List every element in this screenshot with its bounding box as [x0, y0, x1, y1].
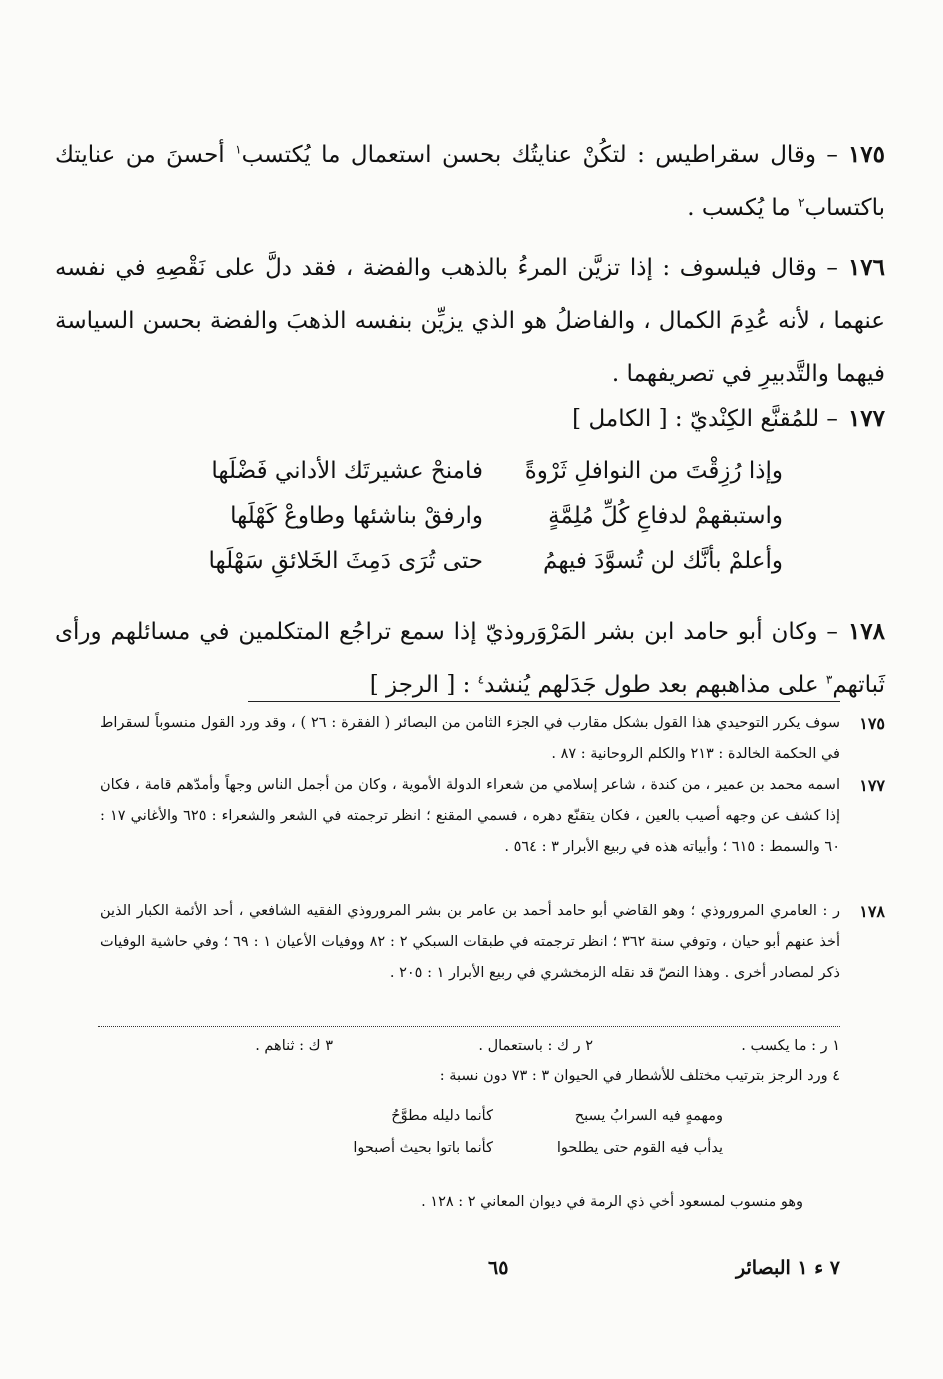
verse-line [163, 503, 783, 545]
paragraph-number: ١٧٦ [847, 254, 885, 281]
verse-first-hemistich: واستبقهمْ لدفاعِ كُلِّ مُلِمَّةٍ [548, 503, 783, 529]
paragraph-text: ما يُكسب . [687, 195, 799, 221]
paragraph-text: – وقال فيلسوف : إذا تزيَّن المرءُ بالذهب والفضة ، فقد دلَّ على نَقْصِهِ في نفسه عنهما ، لأنه عُدِمَ الكمال ، والفاضلُ هو الذي يزيِّن بنفسه الذهبَ والفضة بحسن السياسة فيهما والتَّدبيرِ في تصريفهما . [55, 255, 885, 387]
rajaz-hemistich: كأنما دليله مطوَّحُ [391, 1108, 493, 1124]
verse-second-hemistich: حتى تُرَى دَمِثَ الخَلائقِ سَهْلَها [208, 548, 483, 574]
closing-note: وهو منسوب لمسعود أخي ذي الرمة في ديوان المعاني ٢ : ١٢٨ . [421, 1194, 803, 1210]
paragraph-number: ١٧٨ [847, 618, 885, 645]
footnote-marker: ٣ [825, 672, 833, 687]
variant-note-4: ٤ ورد الرجز بترتيب مختلف للأشطار في الحيوان ٣ : ٧٣ دون نسبة : [439, 1068, 840, 1084]
variant-note: ٣ ك : ثناهم . [255, 1038, 333, 1054]
verse-second-hemistich: فامنحْ عشيرتَك الأداني فَضْلَها [211, 458, 483, 484]
signature-mark: ٧ ء ١ البصائر [735, 1257, 840, 1279]
verse-line [163, 458, 783, 500]
rajaz-hemistich: ومهمهٍ فيه السرابُ يسبح [574, 1108, 723, 1124]
paragraph-176 [55, 241, 885, 401]
note-175 [100, 708, 885, 770]
variants-separator [98, 1026, 840, 1027]
variant-note: ١ ر : ما يكسب . [741, 1038, 840, 1054]
footnote-marker: ١ [235, 142, 242, 157]
paragraph-number: ١٧٥ [847, 141, 885, 168]
note-177 [100, 770, 885, 863]
verse-line [163, 548, 783, 590]
paragraph-text: – وكان أبو حامد ابن بشر المَرْوَروذيّ إذا سمع تراجُع المتكلمين في مسائلهم ورأى ثَباتهم [55, 619, 885, 698]
paragraph-text: أحسنَ من عنايتك باكتساب [55, 142, 885, 221]
variant-note: ٢ ر ك : باستعمال . [478, 1038, 593, 1054]
note-number: ١٧٨ [859, 902, 885, 921]
verse-first-hemistich: وإذا رُزِقْتَ من النوافلِ ثَرْوةً [524, 458, 783, 484]
note-text: ر : العامري المروروذي ؛ وهو القاضي أبو حامد أحمد بن عامر بن بشر المروروذي الفقيه الشافعي ، أحد الأئمة الكبار الذين أخذ عنهم أبو حيان ، وتوفي سنة ٣٦٢ ؛ انظر ترجمته في طبقات السبكي ٢ : ٨٢ ووفيات الأعيان ١ : ٦٩ ؛ وفي حاشية الوفيات ذكر لمصادر أخرى . وهذا النصّ قد نقله الزمخشري في ربيع الأبرار ١ : ٢٠٥ . [100, 903, 840, 981]
note-text: اسمه محمد بن عمير ، من كندة ، شاعر إسلامي من شعراء الدولة الأموية ، وكان من أجمل الناس وجهاً وأمدّهم قامة ، فكان إذا كشف عن وجهه أصيب بالعين ، فكان يتقنّع دهره ، فسمي المقنع ؛ انظر ترجمته في الشعر والشعراء : ٦٢٥ والأغاني ١٧ : ٦٠ والسمط : ٦١٥ ؛ وأبياته هذه في ربيع الأبرار ٣ : ٥٦٤ . [100, 777, 840, 855]
footnote-marker: ٤ [477, 672, 485, 687]
verse-second-hemistich: وارفقْ بناشئها وطاوعْ كَهْلَها [230, 503, 483, 529]
paragraph-number: ١٧٧ [847, 405, 885, 432]
paragraph-text: – وقال سقراطيس : لتكُنْ عنايتُك بحسن استعمال ما يُكتسب [241, 142, 838, 168]
paragraph-178 [55, 605, 885, 712]
footnote-marker: ٢ [798, 195, 805, 210]
note-number: ١٧٧ [859, 776, 885, 795]
note-178 [100, 896, 885, 989]
paragraph-177 [55, 392, 885, 446]
paragraph-text: على مذاهبهم بعد طول جَدَلهم يُنشد [484, 672, 826, 698]
paragraph-175 [55, 128, 885, 235]
note-text: سوف يكرر التوحيدي هذا القول بشكل مقارب في الجزء الثامن من البصائر ( الفقرة : ٢٦ ) ، وقد ورد القول منسوباً لسقراط في الحكمة الخالدة : ٢١٣ والكلم الروحانية : ٨٧ . [100, 715, 840, 762]
verse-first-hemistich: وأعلمْ بأنَّك لن تُسوَّدَ فيهمُ [543, 548, 783, 574]
paragraph-text: – للمُقنَّع الكِنْديّ : [ الكامل ] [572, 406, 838, 432]
rajaz-hemistich: كأنما باتوا بحيث أصبحوا [353, 1140, 493, 1156]
footnote-separator [248, 701, 840, 702]
paragraph-text: : [ الرجز ] [369, 672, 478, 698]
note-number: ١٧٥ [859, 714, 885, 733]
page-number: ٦٥ [488, 1257, 509, 1279]
rajaz-hemistich: يدأب فيه القوم حتى يطلحوا [556, 1140, 723, 1156]
